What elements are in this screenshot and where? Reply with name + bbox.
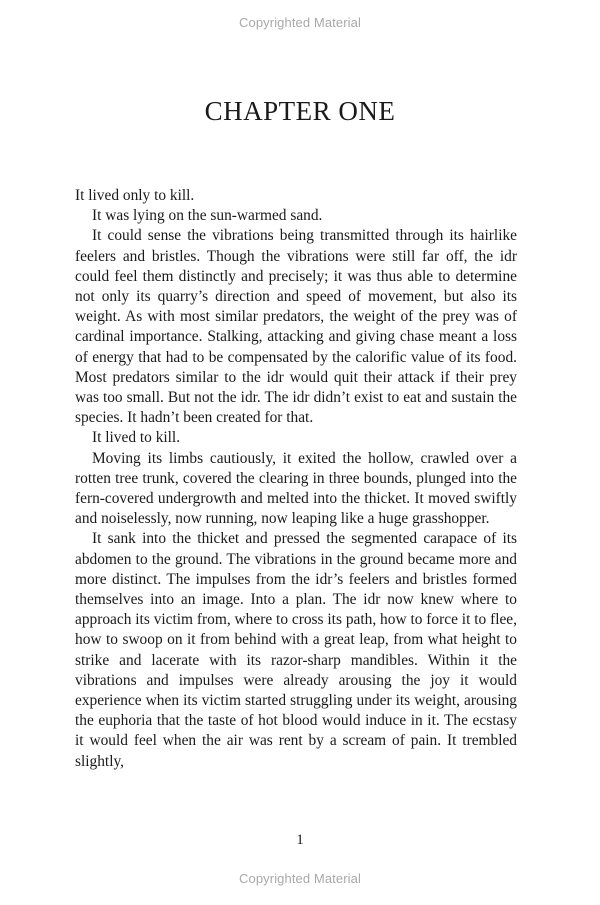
copyright-watermark-top: Copyrighted Material — [239, 15, 361, 30]
paragraph-2: It was lying on the sun-warmed sand. — [92, 207, 323, 225]
copyright-watermark-bottom: Copyrighted Material — [239, 871, 361, 886]
page-number: 1 — [296, 832, 304, 848]
chapter-title: CHAPTER ONE — [204, 96, 396, 126]
paragraph-4: It lived to kill. — [92, 429, 181, 447]
paragraph-3: It could sense the vibrations being transmitted through its hairlike feelers and bristles. Though the vibrations were still far off, the idr could feel them distinctly and precisely; it was thus able to determine not only its quarry’s direction and speed of movement, but also its weight. As with most similar predators, the weight of the prey was of cardinal importance. Stalking, attacking and giving chase meant a loss of energy that had to be compensated by the calorific value of its food. Most predators similar to the idr would quit their attack if their prey was too small. But not the idr. The idr didn’t exist to eat and sustain the species. It hadn’t been created for that. — [75, 227, 517, 427]
paragraph-1: It lived only to kill. — [75, 187, 195, 204]
paragraph-6: It sank into the thicket and pressed the segmented carapace of its abdomen to the ground. The vibrations in the ground became more and more distinct. The impulses from the idr’s feelers and bristles formed themselves into an image. Into a plan. The idr now knew where to approach its victim from, where to cross its path, how to force it to flee, how to swoop on it from behind with a great leap, from what height to strike and lacerate with its razor-sharp mandibles. Within it the vibrations and impulses were already arousing the joy it would experience when its victim started struggling under its weight, arousing the euphoria that the taste of hot blood would induce in it. The ecstasy it would feel when the air was rent by a scream of pain. It trembled slightly, — [75, 530, 517, 770]
paragraph-5: Moving its limbs cautiously, it exited the hollow, crawled over a rotten tree trunk, covered the clearing in three bounds, plunged into the fern-covered undergrowth and melted into the thicket. It moved swiftly and noiselessly, now running, now leaping like a huge grasshopper. — [75, 449, 517, 528]
chapter-body-text — [75, 186, 517, 772]
